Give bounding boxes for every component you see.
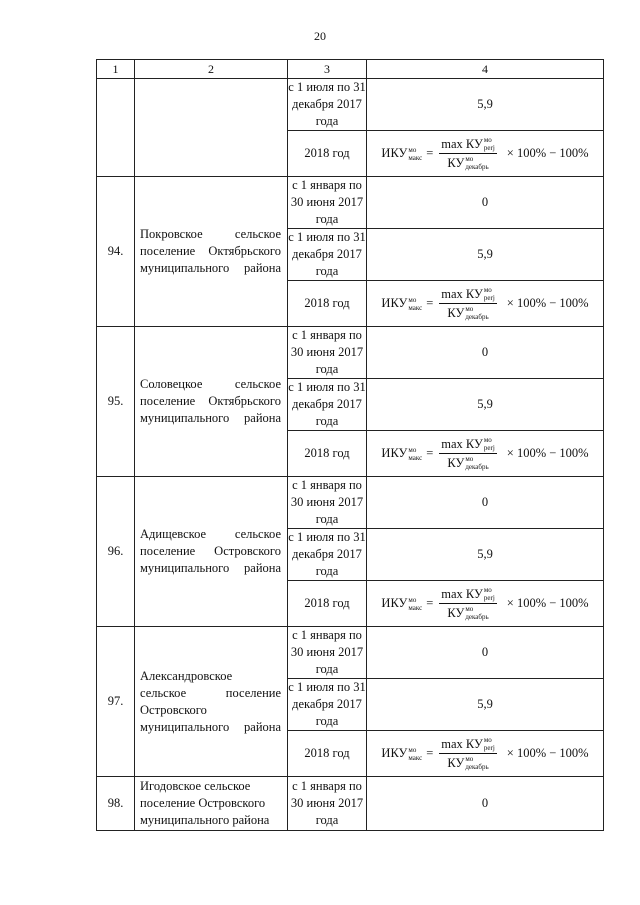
formula-den-sub: декабрь: [465, 163, 489, 171]
formula-den-symbol: КУ: [447, 606, 465, 620]
formula-lhs: [381, 595, 422, 612]
formula-lhs-symbol: ИКУ: [381, 745, 408, 760]
value-cell: 5,9: [367, 229, 604, 281]
formula-lhs-indices: [408, 296, 422, 312]
value-cell: 5,9: [367, 679, 604, 731]
formula-num-symbol: max КУ: [441, 737, 483, 751]
formula-cell: [367, 731, 604, 777]
table-header-row: [97, 60, 604, 79]
table-row: [97, 79, 604, 131]
formula-lhs-symbol: ИКУ: [381, 595, 408, 610]
row-number: 96.: [97, 477, 135, 627]
value-cell: 0: [367, 627, 604, 679]
table-row: [97, 777, 604, 831]
table-row: [97, 327, 604, 379]
formula-lhs-symbol: ИКУ: [381, 295, 408, 310]
settlement-name: [135, 477, 288, 627]
formula-denominator: [447, 604, 488, 621]
settlement-name: [135, 79, 288, 177]
column-header: 2: [135, 60, 288, 79]
formula-lhs-sub: макс: [408, 304, 423, 313]
row-number: 95.: [97, 327, 135, 477]
formula-denominator: [447, 454, 488, 471]
period-cell: с 1 января по 30 июня 2017 года: [288, 327, 367, 379]
formula-lhs: [381, 445, 422, 462]
formula-lhs: [381, 745, 422, 762]
period-cell: 2018 год: [288, 131, 367, 177]
tariff-table: [96, 59, 604, 831]
formula-num-indices: [484, 586, 495, 602]
period-cell: с 1 июля по 31 декабря 2017 года: [288, 529, 367, 581]
formula-fraction: [439, 586, 496, 621]
column-header: 3: [288, 60, 367, 79]
formula-lhs-sub: макс: [408, 154, 423, 163]
formula-equals: =: [426, 146, 434, 160]
formula-den-symbol: КУ: [447, 306, 465, 320]
period-cell: с 1 июля по 31 декабря 2017 года: [288, 679, 367, 731]
formula-den-sup: мо: [465, 755, 474, 763]
settlement-name-text: Покровское сельское поселение Октябрьского муниципального района: [140, 227, 281, 275]
formula-num-indices: [484, 436, 495, 452]
period-cell: с 1 января по 30 июня 2017 года: [288, 627, 367, 679]
formula-lhs-sup: мо: [408, 446, 417, 455]
formula-tail: × 100% − 100%: [506, 146, 589, 160]
table-row: [97, 477, 604, 529]
row-number: 98.: [97, 777, 135, 831]
period-cell: 2018 год: [288, 431, 367, 477]
formula-numerator: [439, 136, 496, 154]
formula-den-indices: [465, 305, 488, 321]
formula-num-symbol: max КУ: [441, 437, 483, 451]
formula-lhs-sup: мо: [408, 746, 417, 755]
formula-num-sub: реrj: [483, 294, 495, 302]
table-row: [97, 627, 604, 679]
formula-num-sup: мо: [483, 136, 492, 144]
formula-cell: [367, 281, 604, 327]
formula-lhs-sup: мо: [408, 146, 417, 155]
formula-den-sub: декабрь: [465, 313, 489, 321]
formula-denominator: [447, 304, 488, 321]
formula-denominator: [447, 154, 488, 171]
formula-numerator: [439, 736, 496, 754]
formula-equals: =: [426, 446, 434, 460]
formula-lhs-indices: [408, 596, 422, 612]
index-formula: [367, 136, 603, 171]
row-number: 97.: [97, 627, 135, 777]
column-header: 1: [97, 60, 135, 79]
formula-den-sup: мо: [465, 455, 474, 463]
settlement-name: [135, 177, 288, 327]
formula-numerator: [439, 286, 496, 304]
value-cell: 5,9: [367, 379, 604, 431]
value-cell: 0: [367, 327, 604, 379]
formula-num-symbol: max КУ: [441, 587, 483, 601]
formula-lhs-sub: макс: [408, 454, 423, 463]
formula-lhs-symbol: ИКУ: [381, 445, 408, 460]
period-cell: с 1 июля по 31 декабря 2017 года: [288, 79, 367, 131]
value-cell: 0: [367, 777, 604, 831]
formula-den-sub: декабрь: [465, 613, 489, 621]
formula-fraction: [439, 736, 496, 771]
formula-num-sub: реrj: [483, 744, 495, 752]
value-cell: 0: [367, 477, 604, 529]
period-cell: 2018 год: [288, 731, 367, 777]
period-cell: с 1 июля по 31 декабря 2017 года: [288, 229, 367, 281]
formula-num-sub: реrj: [483, 594, 495, 602]
formula-den-sub: декабрь: [465, 463, 489, 471]
formula-den-indices: [465, 155, 488, 171]
formula-num-sub: реrj: [483, 144, 495, 152]
formula-num-indices: [484, 286, 495, 302]
formula-den-sup: мо: [465, 605, 474, 613]
formula-den-indices: [465, 755, 488, 771]
formula-equals: =: [426, 596, 434, 610]
row-number: [97, 79, 135, 177]
formula-num-indices: [484, 136, 495, 152]
formula-num-sub: реrj: [483, 444, 495, 452]
index-formula: [367, 436, 603, 471]
settlement-name: [135, 777, 288, 831]
formula-lhs: [381, 145, 422, 162]
formula-cell: [367, 131, 604, 177]
formula-numerator: [439, 436, 496, 454]
period-cell: 2018 год: [288, 281, 367, 327]
formula-fraction: [439, 286, 496, 321]
formula-num-sup: мо: [483, 736, 492, 744]
formula-lhs-indices: [408, 146, 422, 162]
formula-den-symbol: КУ: [447, 756, 465, 770]
settlement-name: [135, 327, 288, 477]
settlement-name-text: Александровское сельское поселение Островского муниципального района: [140, 668, 281, 734]
formula-lhs-indices: [408, 746, 422, 762]
formula-denominator: [447, 754, 488, 771]
table-row: [97, 177, 604, 229]
column-header: 4: [367, 60, 604, 79]
formula-cell: [367, 431, 604, 477]
formula-den-indices: [465, 605, 488, 621]
period-cell: с 1 января по 30 июня 2017 года: [288, 777, 367, 831]
formula-lhs: [381, 295, 422, 312]
settlement-name-text: Игодовское сельское поселение Островского муниципального района: [140, 779, 270, 827]
formula-equals: =: [426, 296, 434, 310]
formula-numerator: [439, 586, 496, 604]
period-cell: с 1 июля по 31 декабря 2017 года: [288, 379, 367, 431]
formula-lhs-symbol: ИКУ: [381, 145, 408, 160]
value-cell: 0: [367, 177, 604, 229]
formula-den-symbol: КУ: [447, 456, 465, 470]
formula-fraction: [439, 136, 496, 171]
formula-fraction: [439, 436, 496, 471]
formula-num-sup: мо: [483, 286, 492, 294]
formula-equals: =: [426, 746, 434, 760]
formula-den-sup: мо: [465, 155, 474, 163]
value-cell: 5,9: [367, 79, 604, 131]
formula-lhs-sup: мо: [408, 296, 417, 305]
index-formula: [367, 586, 603, 621]
page-number: 20: [314, 29, 326, 43]
period-cell: с 1 января по 30 июня 2017 года: [288, 177, 367, 229]
formula-num-sup: мо: [483, 436, 492, 444]
index-formula: [367, 286, 603, 321]
index-formula: [367, 736, 603, 771]
formula-tail: × 100% − 100%: [506, 296, 589, 310]
formula-num-symbol: max КУ: [441, 137, 483, 151]
formula-lhs-sub: макс: [408, 604, 423, 613]
formula-den-symbol: КУ: [447, 156, 465, 170]
settlement-name-text: Адищевское сельское поселение Островского муниципального района: [140, 527, 281, 575]
formula-num-indices: [484, 736, 495, 752]
period-cell: с 1 января по 30 июня 2017 года: [288, 477, 367, 529]
formula-den-sub: декабрь: [465, 763, 489, 771]
settlement-name-text: Соловецкое сельское поселение Октябрьского муниципального района: [140, 377, 281, 425]
period-cell: 2018 год: [288, 581, 367, 627]
formula-den-indices: [465, 455, 488, 471]
formula-lhs-sub: макс: [408, 754, 423, 763]
formula-num-symbol: max КУ: [441, 287, 483, 301]
formula-tail: × 100% − 100%: [506, 446, 589, 460]
formula-cell: [367, 581, 604, 627]
formula-den-sup: мо: [465, 305, 474, 313]
formula-lhs-indices: [408, 446, 422, 462]
row-number: 94.: [97, 177, 135, 327]
formula-tail: × 100% − 100%: [506, 746, 589, 760]
value-cell: 5,9: [367, 529, 604, 581]
formula-tail: × 100% − 100%: [506, 596, 589, 610]
settlement-name: [135, 627, 288, 777]
formula-num-sup: мо: [483, 586, 492, 594]
formula-lhs-sup: мо: [408, 596, 417, 605]
